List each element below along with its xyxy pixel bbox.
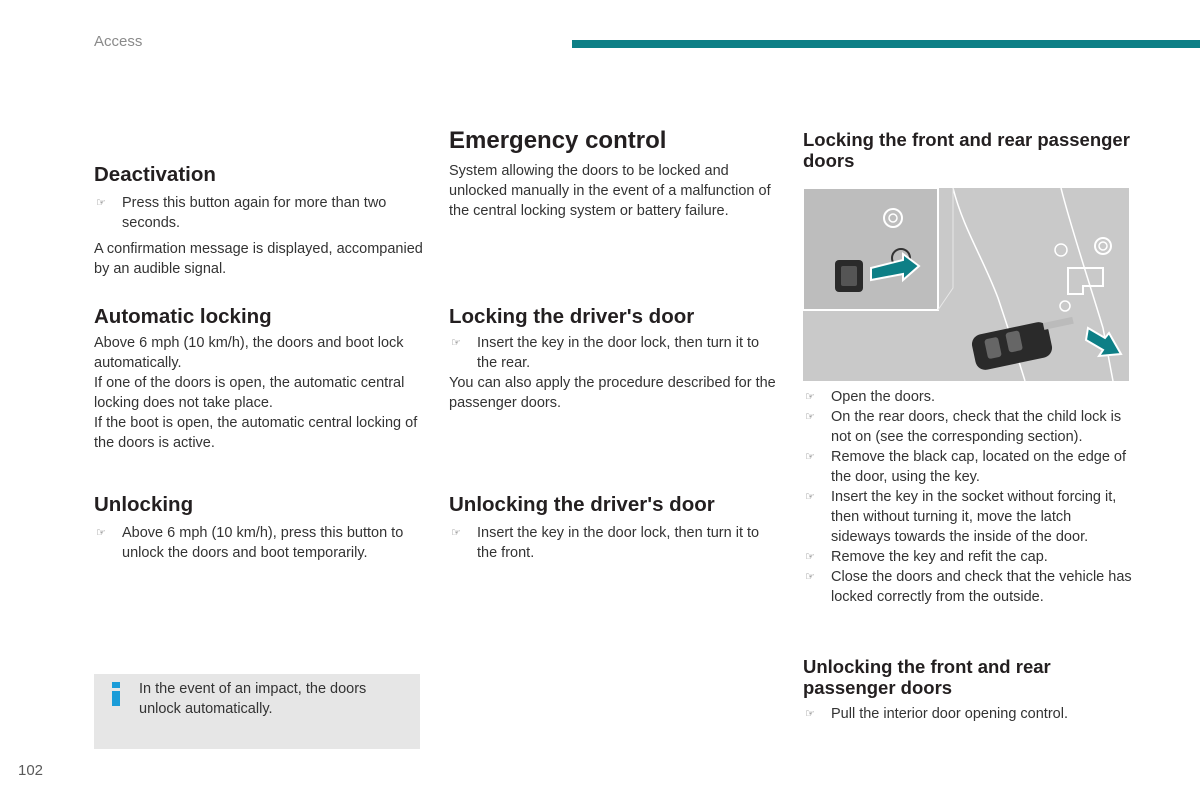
step-text: Insert the key in the socket without forcing it, then without turning it, move the latch sideways towards the inside of the door. — [831, 489, 1117, 545]
locking-driver-bullet-text: Insert the key in the door lock, then turn it to the rear. — [477, 335, 760, 371]
header-accent-bar — [572, 40, 1200, 48]
pointing-finger-icon: ☞ — [805, 571, 815, 583]
deactivation-bullet — [94, 193, 424, 233]
section-label: Access — [94, 33, 143, 50]
pointing-finger-icon: ☞ — [96, 527, 106, 539]
emergency-control-section — [449, 127, 779, 221]
door-lock-illustration — [803, 188, 1129, 381]
step-bullet — [803, 567, 1133, 607]
unlocking-driver-bullet — [449, 523, 779, 563]
unlocking-bullet — [94, 523, 424, 563]
unlocking-bullet-text: Above 6 mph (10 km/h), press this button to unlock the doors and boot temporarily. — [122, 525, 404, 561]
step-bullet — [803, 447, 1133, 487]
locking-driver-bullet — [449, 333, 779, 373]
deactivation-heading: Deactivation — [94, 163, 216, 186]
deactivation-text: A confirmation message is displayed, accompanied by an audible signal. — [94, 241, 423, 277]
locking-passenger-steps — [803, 387, 1133, 607]
pointing-finger-icon: ☞ — [805, 491, 815, 503]
automatic-locking-heading: Automatic locking — [94, 305, 272, 328]
unlocking-passenger-bullet — [803, 704, 1133, 724]
locking-passenger-heading: Locking the front and rear passenger doors — [803, 129, 1130, 171]
unlocking-passenger-section — [803, 656, 1133, 724]
step-text: Remove the key and refit the cap. — [831, 549, 1048, 565]
automatic-locking-text-2: If one of the doors is open, the automatic central locking does not take place. — [94, 375, 405, 411]
locking-passenger-heading-block — [803, 129, 1133, 171]
unlocking-section — [94, 494, 424, 563]
automatic-locking-text-1: Above 6 mph (10 km/h), the doors and boot lock automatically. — [94, 335, 404, 371]
step-text: Remove the black cap, located on the edge of the door, using the key. — [831, 449, 1127, 485]
emergency-control-text: System allowing the doors to be locked and unlocked manually in the event of a malfunction of the central locking system or battery failure. — [449, 163, 771, 219]
page-number: 102 — [18, 762, 44, 779]
info-icon — [110, 682, 122, 706]
pointing-finger-icon: ☞ — [805, 391, 815, 403]
unlocking-passenger-bullet-text: Pull the interior door opening control. — [831, 706, 1068, 722]
pointing-finger-icon: ☞ — [805, 451, 815, 463]
pointing-finger-icon: ☞ — [805, 708, 815, 720]
step-bullet — [803, 487, 1133, 547]
automatic-locking-section — [94, 306, 424, 453]
info-text: In the event of an impact, the doors unlock automatically. — [139, 681, 367, 717]
deactivation-section — [94, 164, 424, 279]
step-bullet — [803, 407, 1133, 447]
step-text: On the rear doors, check that the child lock is not on (see the corresponding section). — [831, 409, 1122, 445]
deactivation-bullet-text: Press this button again for more than two seconds. — [122, 195, 387, 231]
pointing-finger-icon: ☞ — [451, 337, 461, 349]
pointing-finger-icon: ☞ — [451, 527, 461, 539]
unlocking-passenger-heading: Unlocking the front and rear passenger doors — [803, 656, 1051, 698]
step-bullet — [803, 387, 1133, 407]
locking-driver-text: You can also apply the procedure described for the passenger doors. — [449, 375, 776, 411]
locking-driver-section — [449, 306, 779, 413]
unlocking-driver-bullet-text: Insert the key in the door lock, then turn it to the front. — [477, 525, 760, 561]
automatic-locking-text-3: If the boot is open, the automatic central locking of the doors is active. — [94, 415, 418, 451]
step-text: Close the doors and check that the vehicle has locked correctly from the outside. — [831, 569, 1132, 605]
unlocking-driver-section — [449, 494, 779, 563]
pointing-finger-icon: ☞ — [805, 551, 815, 563]
step-text: Open the doors. — [831, 389, 935, 405]
locking-driver-heading: Locking the driver's door — [449, 305, 695, 328]
pointing-finger-icon: ☞ — [96, 197, 106, 209]
pointing-finger-icon: ☞ — [805, 411, 815, 423]
unlocking-driver-heading: Unlocking the driver's door — [449, 493, 715, 516]
unlocking-heading: Unlocking — [94, 493, 194, 516]
step-bullet — [803, 547, 1133, 567]
emergency-control-heading: Emergency control — [449, 127, 667, 154]
